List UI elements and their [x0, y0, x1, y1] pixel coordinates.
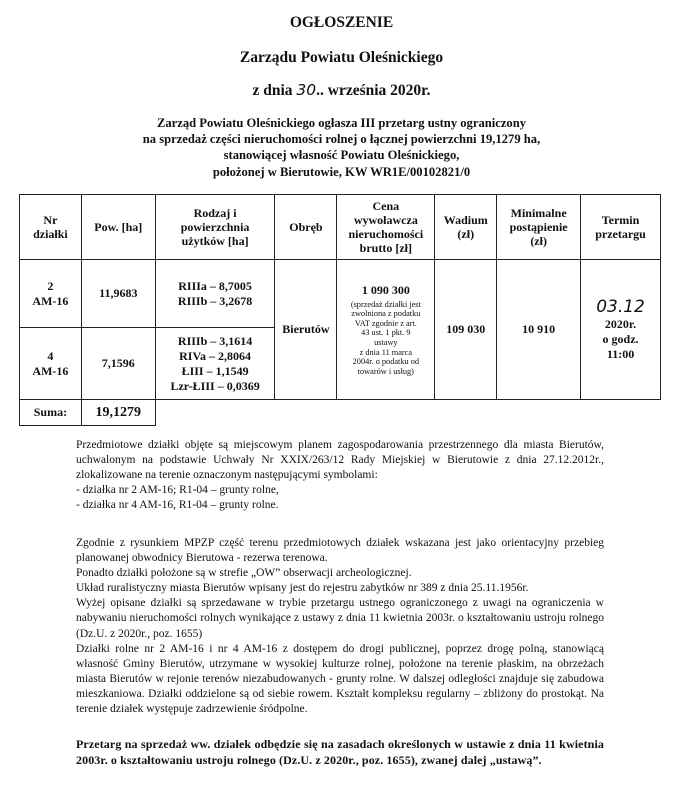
header-postapienie: Minimalne postąpienie (zł): [497, 195, 581, 260]
header-obreb: Obręb: [275, 195, 337, 260]
handwritten-day: 30: [296, 81, 317, 99]
cell-pow: 7,1596: [81, 328, 155, 400]
paragraph-auction-rules: Przetarg na sprzedaż ww. działek odbędzie się na zasadach określonych w ustawie z dnia 11 kwietnia 2003r. o kształtowaniu ustroju rolnego (Dz.U. z 2020r., poz. 1655), zwanej dalej „ustawą”.: [76, 737, 604, 767]
header-rodzaj: Rodzaj i powierzchnia użytków [ha]: [155, 195, 275, 260]
authority-name: Zarządu Powiatu Oleśnickiego: [239, 49, 444, 66]
vat-note: (sprzedaż działki jest zwolniona z podatku VAT zgodnie z art. 43 ust. 1 pkt. 9 ustawy z dnia 11 marca 2004r. o podatku od towarów i usług): [350, 299, 421, 376]
cell-soils: RIIIb – 3,1614 RIVa – 2,8064 ŁIII – 1,1549 Lzr-ŁIII – 0,0369: [155, 328, 275, 400]
table-header-row: [20, 195, 661, 260]
header-wadium: Wadium (zł): [435, 195, 497, 260]
intro-line: na sprzedaż części nieruchomości rolnej o łącznej powierzchni 19,1279 ha,: [142, 132, 541, 147]
cell-pow: 11,9683: [81, 260, 155, 328]
header-cena: Cena wywoławcza nieruchomości brutto [zł]: [337, 195, 435, 260]
intro-line: Zarząd Powiatu Oleśnickiego ogłasza III przetarg ustny ograniczony: [156, 116, 527, 130]
paragraph-zoning: Przedmiotowe działki objęte są miejscowym planem zagospodarowania przestrzennego dla miasta Bierutów, uchwalonym na podstawie Uchwały Nr XXIX/263/12 Rady Miejskiej w Bierutowie z dnia 27.12.2012r., zlokalizowane na terenie oznaczonym następującymi symbolami: - działka nr 2 AM-16; R1-04 – grunty rolne, - działka nr 4 AM-16, R1-04 – grunty rolne.: [76, 439, 604, 512]
cell-soils: RIIIa – 8,7005 RIIIb – 3,2678: [155, 260, 275, 328]
intro-line: stanowiącej własność Powiatu Oleśnickiego,: [223, 148, 460, 163]
paragraph-description: Zgodnie z rysunkiem MPZP część terenu przedmiotowych działek wskazana jest jako orientacyjny przebieg planowanej obwodnicy Bierutowa - rezerwa terenowa. Ponadto działki położone są w strefie „OW” obserwacji archeologicznej. Układ ruralistyczny miasta Bierutów wpisany jest do rejestru zabytków nr 389 z dnia 25.11.1956r. Wyżej opisane działki są sprzedawane w trybie przetargu ustnego ograniczonego z uwagi na ograniczenia w nabywaniu nieruchomości rolnych wynikające z ustawy z dnia 11 kwietnia 2003r. o kształtowaniu ustroju rolnego (Dz.U. z 2020r., poz. 1655) Działki rolne nr 2 AM-16 i nr 4 AM-16 z dostępem do drogi publicznej, poprzez drogę polną, stanowiącą własność Gminy Bierutów, utrzymane w wysokiej kulturze rolnej, położone na terenie płaskim, na obrzeżach miasta Bierutów w rejonie terenów niezabudowanych - grunty rolne. W dalszej odległości znajduje się zabudowa mieszkaniowa. Działki oddzielone są od siebie rowem. Kształt kompleksu regularny – zbliżony do prostokąt. Na terenie działek występuje zadrzewienie śródpolne.: [76, 537, 604, 716]
cell-nr: 2 AM-16: [20, 260, 82, 328]
document-title: OGŁOSZENIE: [289, 14, 394, 31]
handwritten-day-month: 03.12: [596, 296, 645, 317]
sum-value: 19,1279: [81, 400, 155, 426]
cell-nr: 4 AM-16: [20, 328, 82, 400]
date-prefix: z dnia: [252, 82, 293, 99]
table-row: [20, 260, 661, 328]
cell-postapienie: 10 910: [497, 260, 581, 400]
sum-label: Suma:: [20, 400, 82, 426]
cell-termin: 03.12 2020r. o godz. 11:00: [581, 260, 661, 400]
announcement-intro: [0, 115, 683, 180]
cell-obreb: Bierutów: [275, 260, 337, 400]
cell-wadium: 109 030: [435, 260, 497, 400]
parcel-table: [19, 194, 661, 426]
header-termin: Termin przetargu: [581, 195, 661, 260]
cell-cena: 1 090 300 (sprzedaż działki jest zwolniona z podatku VAT zgodnie z art. 43 ust. 1 pkt. 9 ustawy z dnia 11 marca 2004r. o podatku od towarów i usług): [337, 260, 435, 400]
header-nr: Nr działki: [20, 195, 82, 260]
intro-line: położonej w Bierutowie, KW WR1E/00102821/0: [212, 164, 471, 179]
date-suffix: .. września 2020r.: [316, 82, 431, 99]
document-date: [0, 81, 683, 100]
sum-row: [20, 400, 661, 426]
header-pow: Pow. [ha]: [81, 195, 155, 260]
